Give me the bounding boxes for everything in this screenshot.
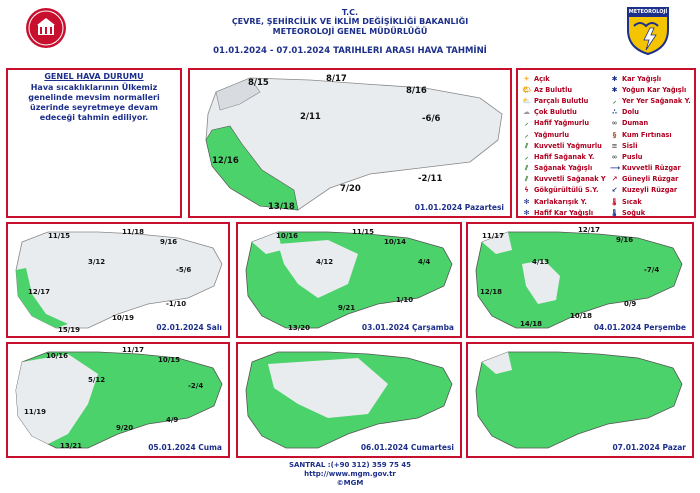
- sleet-icon: ✻: [523, 197, 530, 206]
- temp-label: 13/18: [268, 202, 295, 212]
- legend-item: ⟶ Kuvvetli Rüzgar: [610, 164, 681, 173]
- temp-label: 1/10: [396, 296, 414, 304]
- header-ministry: ÇEVRE, ŞEHİRCİLİK VE İKLİM DEĞİŞİKLİĞİ BAKANLIĞI: [231, 17, 469, 26]
- temp-label: -5/6: [176, 266, 192, 274]
- rain-icon: ⸝: [524, 130, 529, 139]
- temp-label: 10/16: [276, 232, 299, 240]
- snow-icon: ✱: [611, 74, 618, 83]
- temp-label: 12/17: [578, 226, 601, 234]
- legend-column-left: [522, 73, 606, 218]
- temp-label: 9/20: [116, 424, 134, 432]
- legend-item: ⸝ Yer Yer Sağanak Y.: [610, 95, 691, 106]
- temp-label: 11/18: [122, 228, 145, 236]
- legend-item: ✱ Yoğun Kar Yağışlı: [611, 85, 687, 94]
- legend-item: ☀ Açık: [523, 74, 550, 83]
- temp-label: 11/17: [122, 346, 145, 354]
- temp-label: 8/17: [326, 74, 347, 84]
- turkey-map-day-5: [8, 344, 228, 456]
- map-date: 07.01.2024 Pazar: [612, 443, 686, 452]
- map-day-6: [236, 342, 462, 458]
- temp-label: 4/9: [166, 416, 179, 424]
- light-snow-icon: ✻: [523, 208, 530, 217]
- temp-label: 11/19: [24, 408, 47, 416]
- temp-label: -2/11: [418, 174, 443, 184]
- cold-icon: 🌡: [610, 208, 619, 217]
- sun-icon: ☀: [523, 74, 530, 83]
- general-weather-title: GENEL HAVA DURUMU: [44, 72, 144, 81]
- map-date: 02.01.2024 Salı: [156, 323, 222, 332]
- legend-item: ↗ Güneyli Rüzgar: [611, 175, 679, 184]
- temp-label: 4/13: [532, 258, 550, 266]
- temp-label: 10/19: [112, 314, 135, 322]
- turkey-map-day-7: [468, 344, 692, 456]
- map-day-4: [466, 222, 694, 338]
- footer-phone: SANTRAL :(+90 312) 359 75 45: [288, 461, 412, 469]
- hail-icon: ∴: [612, 108, 617, 117]
- fog-icon: ≡: [611, 141, 618, 150]
- legend-item: ∞ Duman: [611, 119, 649, 128]
- shower-icon: ⫽: [524, 164, 529, 173]
- temp-label: 7/20: [340, 184, 361, 194]
- map-day-2: [6, 222, 230, 338]
- legend-item: ⸝ Hafif Sağanak Y.: [522, 151, 606, 162]
- legend-column-right: [610, 73, 691, 218]
- map-date: 06.01.2024 Cumartesi: [360, 443, 454, 452]
- temp-label: 9/16: [616, 236, 634, 244]
- temp-label: 12/16: [212, 156, 239, 166]
- legend-item: ∞ Puslu: [611, 152, 643, 161]
- thunderstorm-icon: ϟ: [524, 186, 529, 195]
- legend-item: 🌡 Soğuk: [610, 208, 646, 217]
- hot-icon: 🌡: [610, 197, 619, 206]
- temp-label: 0/9: [624, 300, 637, 308]
- temp-label: 11/17: [482, 232, 505, 240]
- heavy-shower-icon: ⫽: [524, 175, 529, 184]
- page-title: 01.01.2024 - 07.01.2024 TARIHLERI ARASI HAVA TAHMİNİ: [213, 46, 487, 56]
- map-date: 03.01.2024 Çarşamba: [361, 323, 454, 332]
- partly-cloudy-icon: ⛅: [522, 96, 531, 105]
- temp-label: -7/4: [644, 266, 660, 274]
- map-day-3: [236, 222, 462, 338]
- heavy-rain-icon: ⫽: [524, 141, 529, 150]
- legend-item: ✻ Hafif Kar Yağışlı: [523, 208, 594, 217]
- temp-label: 10/14: [384, 238, 407, 246]
- temp-label: 12/17: [28, 288, 51, 296]
- temp-label: 8/16: [406, 86, 427, 96]
- temp-label: 10/15: [158, 356, 181, 364]
- legend-item: ✻ Karlakarışık Y.: [523, 197, 587, 206]
- weather-legend: [516, 68, 696, 218]
- logo-text: METEOROLOJİ: [628, 9, 668, 15]
- south-wind-icon: ↗: [611, 175, 618, 184]
- temp-label: 9/21: [338, 304, 356, 312]
- temp-label: 12/18: [480, 288, 503, 296]
- turkey-map-day-3: [238, 224, 460, 336]
- temp-label: 10/18: [570, 312, 593, 320]
- legend-item: 🌡 Sıcak: [610, 197, 642, 206]
- temp-label: 11/15: [352, 228, 375, 236]
- legend-item: ↙ Kuzeyli Rüzgar: [611, 186, 678, 195]
- header-tc: T.C.: [341, 8, 359, 17]
- sandstorm-icon: §: [612, 130, 617, 139]
- turkey-map-day-1: [190, 70, 510, 216]
- temp-label: 8/15: [248, 78, 269, 88]
- map-day-1: [188, 68, 512, 218]
- temp-label: 14/18: [520, 320, 543, 328]
- legend-item: ϟ Gökgürültülü S.Y.: [522, 185, 606, 196]
- legend-item: ⫽ Sağanak Yağışlı: [522, 163, 606, 174]
- general-weather-box: [6, 68, 182, 218]
- temp-label: 15/19: [58, 326, 81, 334]
- sun-small-cloud-icon: 🌤: [522, 85, 531, 94]
- temp-label: 10/16: [46, 352, 69, 360]
- map-day-7: [466, 342, 694, 458]
- temp-label: 4/12: [316, 258, 334, 266]
- map-date: 01.01.2024 Pazartesi: [414, 203, 504, 212]
- temp-label: -6/6: [422, 114, 441, 124]
- legend-item: ⛅ Parçalı Bulutlu: [522, 96, 589, 105]
- legend-item: ☁ Çok Bulutlu: [523, 108, 577, 117]
- legend-item: ≡ Sisli: [611, 141, 638, 150]
- map-day-5: [6, 342, 230, 458]
- smoke-icon: ∞: [611, 119, 618, 128]
- temp-label: 4/4: [418, 258, 431, 266]
- legend-item: ∴ Dolu: [610, 107, 691, 118]
- temp-label: 9/16: [160, 238, 178, 246]
- general-weather-text: Hava sıcaklıklarının Ülkemiz genelinde mevsim normalleri üzerinde seyretmeye devam edeceği tahmin ediliyor.: [28, 83, 160, 122]
- map-date: 05.01.2024 Cuma: [148, 443, 222, 452]
- light-shower-icon: ⸝: [524, 152, 529, 161]
- map-date: 04.01.2024 Perşembe: [593, 323, 686, 332]
- legend-item: ⫽ Kuvvetli Yağmurlu: [522, 140, 606, 151]
- temp-label: 13/21: [60, 442, 83, 450]
- legend-item: 🌤 Az Bulutlu: [522, 85, 573, 94]
- north-wind-icon: ↙: [611, 186, 618, 195]
- temp-label: 11/15: [48, 232, 71, 240]
- light-rain-icon: ⸝: [524, 119, 529, 128]
- footer-website-link[interactable]: http://www.mgm.gov.tr: [304, 470, 396, 478]
- haze-icon: ∞: [611, 152, 618, 161]
- local-shower-icon: ⸝: [612, 96, 617, 105]
- temp-label: 2/11: [300, 112, 321, 122]
- temp-label: -2/4: [188, 382, 204, 390]
- temp-label: -1/10: [166, 300, 187, 308]
- legend-item: ✱ Kar Yağışlı: [611, 74, 662, 83]
- temp-label: 5/12: [88, 376, 106, 384]
- turkey-map-day-6: [238, 344, 460, 456]
- legend-item: ⫽ Kuvvetli Sağanak Y: [522, 174, 606, 185]
- cloud-icon: ☁: [523, 108, 530, 117]
- temp-label: 13/20: [288, 324, 311, 332]
- footer-copyright: ©MGM: [336, 479, 364, 487]
- strong-wind-icon: ⟶: [610, 164, 621, 173]
- legend-item: ⸝ Yağmurlu: [522, 129, 606, 140]
- temp-label: 3/12: [88, 258, 106, 266]
- heavy-snow-icon: ✱: [611, 85, 618, 94]
- legend-item: ⸝ Hafif Yağmurlu: [522, 118, 606, 129]
- legend-item: § Kum Fırtınası: [610, 129, 691, 140]
- header-directorate: METEOROLOJİ GENEL MÜDÜRLÜĞÜ: [272, 27, 428, 36]
